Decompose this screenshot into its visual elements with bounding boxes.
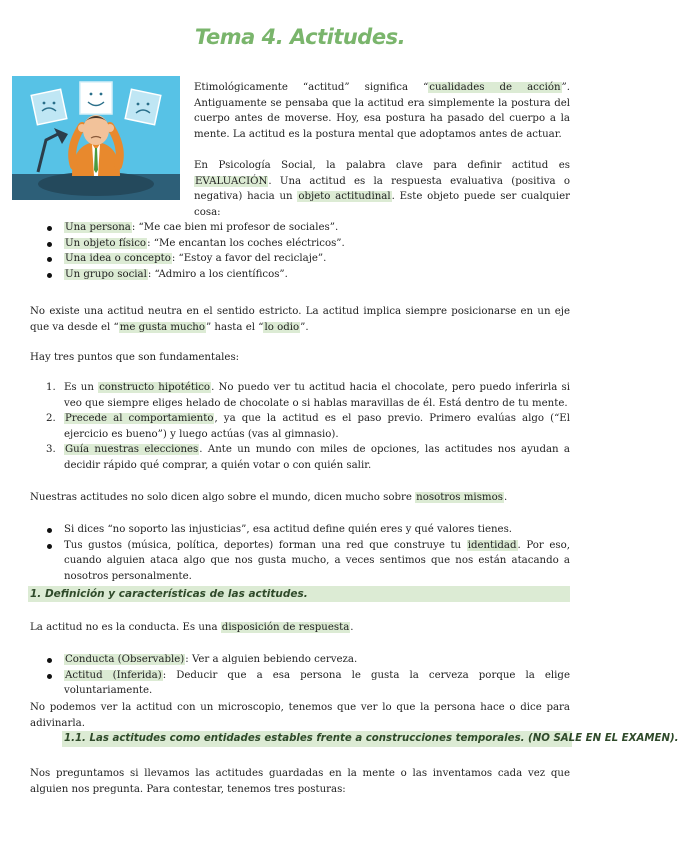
points-intro: Hay tres puntos que son fundamentales:: [30, 352, 240, 363]
conduct-list: [30, 652, 570, 699]
list-item: Una persona: “Me cae bien mi profesor de sociales”.: [30, 220, 570, 236]
neutral-paragraph: No existe una actitud neutra en el sentido estricto. La actitud implica siempre posicionarse en un eje que va desde el “me gusta mucho” hasta el “lo odio”.: [30, 306, 570, 333]
list-item: Tus gustos (música, política, deportes) forman una red que construye tu identidad. Por eso, cuando alguien ataca algo que nos gusta mucho, a veces sentimos que nos están atacando a nosotros personalmente.: [30, 538, 570, 585]
list-item: Un grupo social: “Admiro a los científicos”.: [30, 267, 570, 283]
list-item: 2. Precede al comportamiento, ya que la actitud es el paso previo. Primero evalúas algo (“El ejercicio es bueno”) y luego actúas (vas al gimnasio).: [46, 413, 571, 440]
attitude-objects-list: [30, 220, 570, 282]
list-item: Un objeto físico: “Me encantan los coches eléctricos”.: [30, 236, 570, 252]
list-item: Una idea o concepto: “Estoy a favor del reciclaje”.: [30, 251, 570, 267]
closing-paragraph: Nos preguntamos si llevamos las actitudes guardadas en la mente o las inventamos cada vez que alguien nos pregunta. Para contestar, tenemos tres posturas:: [30, 768, 570, 795]
key-points-list: [30, 380, 570, 474]
list-item: 3. Guía nuestras elecciones. Ante un mundo con miles de opciones, las actitudes nos ayudan a decidir rápido qué comprar, a quién votar o con quién salir.: [46, 444, 571, 471]
list-item: Si dices “no soporto las injusticias”, esa actitud define quién eres y qué valores tienes.: [30, 522, 570, 538]
section-heading-1-1: 1.1. Las actitudes como entidades estables frente a construcciones temporales. (NO SALE EN EL EXAMEN).: [62, 731, 572, 747]
section-heading-1: 1. Definición y características de las actitudes.: [28, 586, 570, 602]
world-paragraph: Nuestras actitudes no solo dicen algo sobre el mundo, dicen mucho sobre nosotros mismos.: [30, 492, 508, 503]
intro-paragraph-1: Etimológicamente “actitud” significa “cualidades de acción”. Antiguamente se pensaba que la actitud era simplemente la postura del cuerpo antes de moverse. Hoy, esa postura ha pasado del cuerpo a la mente. La actitud es la postura mental que adoptamos antes de actuar.: [194, 82, 570, 140]
intro-paragraph-2: En Psicología Social, la palabra clave para definir actitud es EVALUACIÓN. Una actitud es la respuesta evaluativa (positiva o negativa) hacia un objeto actitudinal. Este objeto puede ser cualquier cosa:: [194, 160, 570, 218]
stressed-worker-illustration: [12, 76, 180, 200]
list-item: Conducta (Observable): Ver a alguien bebiendo cerveza.: [30, 652, 570, 668]
microscope-paragraph: No podemos ver la actitud con un microscopio, tenemos que ver lo que la persona hace o dice para adivinarla.: [30, 702, 570, 729]
list-item: Actitud (Inferida): Deducir que a esa persona le gusta la cerveza porque la elige voluntariamente.: [30, 668, 570, 699]
identity-list: [30, 522, 570, 584]
list-item: 1. Es un constructo hipotético. No puedo ver tu actitud hacia el chocolate, pero puedo inferirla si veo que siempre eliges helado de chocolate o si hablas maravillas de él. Está dentro de tu mente.: [46, 382, 570, 409]
page-title: Tema 4. Actitudes.: [194, 25, 406, 49]
conduct-paragraph: La actitud no es la conducta. Es una disposición de respuesta.: [30, 622, 354, 633]
